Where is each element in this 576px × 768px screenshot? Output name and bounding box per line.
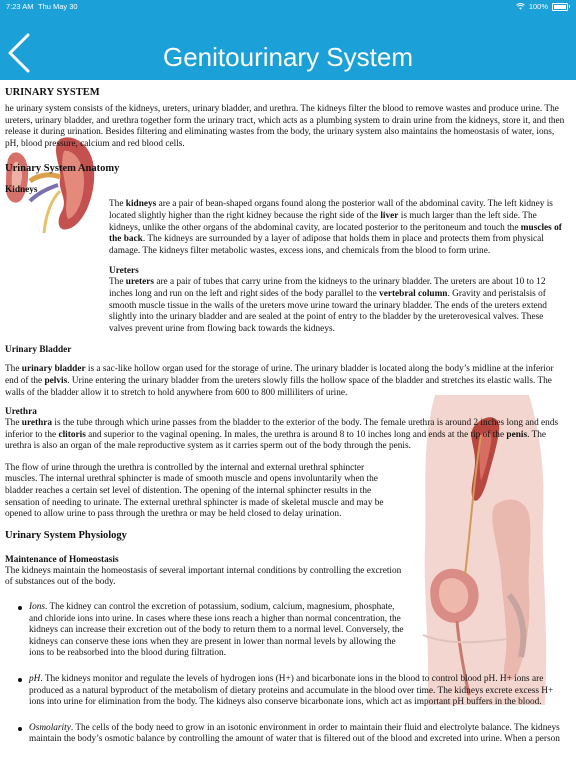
homeostasis-heading: Maintenance of Homeostasis [5,554,119,565]
text-run: . Urine entering the urinary bladder from the ureters slowly fills the hollow space of the bladder and stretches its elastic walls. The walls of the bladder allow it to stretch to hold anywhere from 600 to 800 milliliters of urine. [5,375,552,398]
text-run: . The urethra is also an organ of the male reproductive system as it carries sperm out of the body through the penis. [5,429,547,452]
term-urethra: urethra [21,418,53,429]
term-ions: Ions [29,602,46,613]
term-urinary-bladder: urinary bladder [21,364,86,375]
text-run: The [5,418,22,429]
text-run: . Gravity and peristalsis of smooth muscle tissue in the walls of the ureters move urine toward the urinary bladder. The ends of the ureters extend slightly into the urinary bladder and are sealed at the point of entry to the bladder by the ureterovesical valves. These valves prevent urine from flowing back towards the kidneys. [109,288,547,334]
urethra-heading: Urethra [5,407,37,418]
urinary-system-heading: URINARY SYSTEM [5,87,100,98]
wifi-icon [516,3,525,10]
page-title: Genitourinary System [163,42,413,72]
term-osmolarity: Osmolarity [29,722,71,733]
list-item-osmolarity [5,723,569,746]
battery-icon [552,3,568,11]
status-time: 7:23 AM [6,2,34,11]
term-penis: penis [506,429,528,440]
text-run: . The cells of the body need to grow in an isotonic environment in order to maintain their fluid and electrolyte balance. The kidneys maintain the body’s osmotic balance by controlling the amount of water that is filtered out of the blood and excreted into urine. When a person [29,722,560,745]
battery-percent: 100% [528,2,548,11]
kidneys-heading: Kidneys [5,185,38,196]
bladder-paragraph [5,364,569,399]
text-run: The [5,364,22,375]
term-pelvis: pelvis [44,375,68,386]
urinary-bladder-heading: Urinary Bladder [5,345,72,356]
text-run: is much larger than the left side. The kidneys, unlike the other organs of the abdominal cavity, are located posterior to the peritoneum and touch the [109,210,537,233]
intro-paragraph: he urinary system consists of the kidneys, ureters, urinary bladder, and urethra. The kidneys filter the blood to remove wastes and produce urine. The ureters, urinary bladder, and urethra together form the urinary tract, which acts as a plumbing system to drain urine from the kidneys, store it, and then release it during urination. Besides filtering and eliminating wastes from the body, the urinary system also maintains the homeostasis of water, ions, pH, blood pressure, calcium and red blood cells. [5,104,565,149]
term-muscles-of-back: muscles of the back [109,222,562,245]
status-date: Thu May 30 [38,2,78,11]
list-item-ph [5,674,569,709]
term-liver: liver [380,210,399,221]
text-run: are a pair of bean-shaped organs found along the posterior wall of the abdominal cavity. The left kidney is located slightly higher than the right kidney because the right side of the [109,199,553,221]
text-run: The [109,199,126,210]
term-kidneys: kidneys [125,199,157,210]
anatomy-heading: Urinary System Anatomy [5,163,120,175]
urethra-flow-paragraph: The flow of urine through the urethra is controlled by the internal and external urethral sphincter muscles. The internal urethral sphincter is made of smooth muscle and opens involuntarily when the bladder reaches a certain set level of distention. The opening of the internal sphincter results in the sensation of needing to urinate. The external urethral sphincter is made of skeletal muscle and may be opened to allow urine to pass through the urethra or may be held closed to delay urination. [5,462,384,520]
text-run: . The kidneys monitor and regulate the levels of hydrogen ions (H+) and bicarbonate ions in the blood to control blood pH. H+ ions are produced as a natural byproduct of the metabolism of dietary proteins and accumulate in the blood over time. The kidneys excrete excess H+ ions into urine for elimination from the body. The kidneys also conserve bicarbonate ions, which act as important pH buffers in the blood. [29,674,554,708]
homeostasis-paragraph: The kidneys maintain the homeostasis of several important internal conditions by controlling the excretion of substances out of the body. [5,565,402,588]
status-right [516,2,568,11]
article-content [5,82,569,746]
status-bar [0,0,576,14]
text-run: . The kidney can control the excretion of potassium, sodium, calcium, magnesium, phosphate, and chloride ions into urine. In cases where these ions reach a higher than normal concentration, the kidneys can increase their excretion out of the body to return them to a normal level. Conversely, the kidneys can conserve these ions when they are present in lower than normal levels by allowing the ions to be reabsorbed into the blood during filtration. [29,602,404,659]
text-run: is the tube through which urine passes from the bladder to the exterior of the body. The female urethra is around 2 inches long and ends inferior to the [5,418,559,440]
homeostasis-list [5,602,569,746]
ureters-paragraph [109,277,569,335]
physiology-heading: Urinary System Physiology [5,529,127,541]
list-item-ions [5,602,405,660]
text-run: The [109,277,126,288]
nav-bar [0,14,576,80]
kidneys-block [5,199,569,335]
text-run: is a sac-like hollow organ used for the storage of urine. The urinary bladder is located along the body’s midline at the inferior end of the [5,364,554,386]
term-ph: pH [29,674,41,684]
term-vertebral-column: vertebral column [379,288,448,299]
kidneys-paragraph [109,199,569,257]
urethra-paragraph [5,418,569,453]
term-ureters: ureters [125,277,155,288]
text-run: and superior to the vaginal opening. In males, the urethra is around 8 to 10 inches long and ends at the tip of the [85,429,507,440]
ureters-heading: Ureters [109,266,139,277]
text-run: . The kidneys are surrounded by a layer of adipose that holds them in place and protects them from physical damage. The kidneys filter metabolic wastes, excess ions, and chemicals from the blood to form urine. [109,234,544,256]
term-clitoris: clitoris [58,429,86,440]
text-run: are a pair of tubes that carry urine from the kidneys to the urinary bladder. The ureters are about 10 to 12 inches long and run on the left and right sides of the body parallel to the [109,277,546,299]
